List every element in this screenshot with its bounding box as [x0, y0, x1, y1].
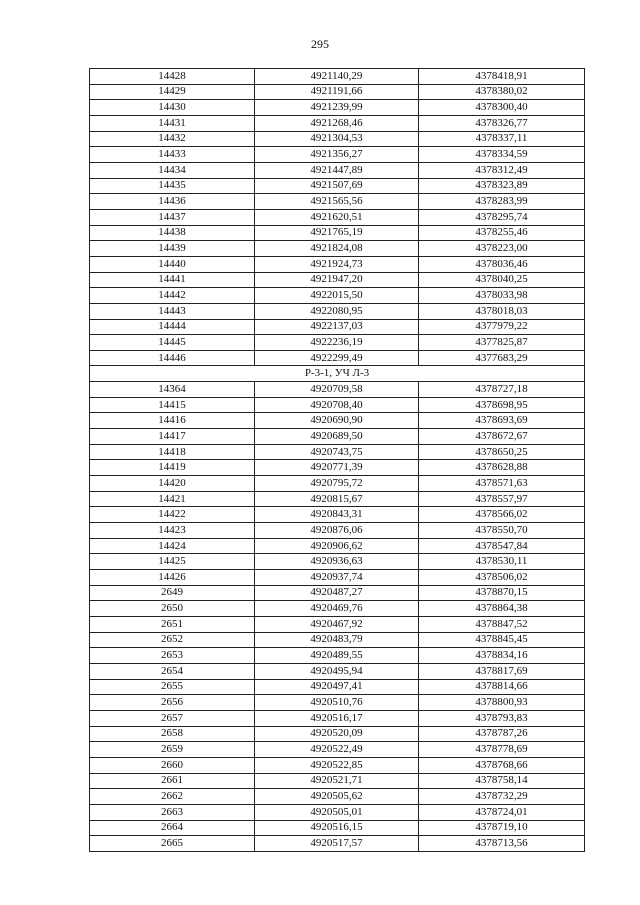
page-number: 295: [311, 37, 329, 51]
point-number-cell: 14429: [90, 84, 255, 100]
y-coordinate-cell: 4378732,29: [419, 789, 585, 805]
table-row: [90, 225, 585, 241]
y-coordinate-cell: 4378817,69: [419, 663, 585, 679]
table-row: [90, 194, 585, 210]
y-coordinate-cell: 4378566,02: [419, 507, 585, 523]
point-number-cell: 14431: [90, 115, 255, 131]
table-row: [90, 710, 585, 726]
y-coordinate-cell: 4377825,87: [419, 335, 585, 351]
table-row: [90, 663, 585, 679]
table-row: [90, 476, 585, 492]
point-number-cell: 2652: [90, 632, 255, 648]
y-coordinate-cell: 4378312,49: [419, 162, 585, 178]
y-coordinate-cell: 4378847,52: [419, 616, 585, 632]
x-coordinate-cell: 4920937,74: [255, 570, 419, 586]
x-coordinate-cell: 4922137,03: [255, 319, 419, 335]
y-coordinate-cell: 4378787,26: [419, 726, 585, 742]
x-coordinate-cell: 4920505,01: [255, 804, 419, 820]
x-coordinate-cell: 4920522,49: [255, 742, 419, 758]
point-number-cell: 2651: [90, 616, 255, 632]
table-row: [90, 84, 585, 100]
table-row: [90, 162, 585, 178]
x-coordinate-cell: 4920469,76: [255, 601, 419, 617]
table-row: [90, 178, 585, 194]
x-coordinate-cell: 4921947,20: [255, 272, 419, 288]
table-row: [90, 836, 585, 852]
x-coordinate-cell: 4920497,41: [255, 679, 419, 695]
x-coordinate-cell: 4920795,72: [255, 476, 419, 492]
y-coordinate-cell: 4378036,46: [419, 256, 585, 272]
section-title: Р-3-1, УЧ Л-3: [90, 366, 585, 382]
x-coordinate-cell: 4920517,57: [255, 836, 419, 852]
table-row: [90, 601, 585, 617]
x-coordinate-cell: 4921824,08: [255, 241, 419, 257]
table-row: [90, 491, 585, 507]
table-row: [90, 538, 585, 554]
x-coordinate-cell: 4920708,40: [255, 397, 419, 413]
y-coordinate-cell: 4377683,29: [419, 350, 585, 366]
x-coordinate-cell: 4921924,73: [255, 256, 419, 272]
y-coordinate-cell: 4378870,15: [419, 585, 585, 601]
point-number-cell: 14435: [90, 178, 255, 194]
x-coordinate-cell: 4920483,79: [255, 632, 419, 648]
x-coordinate-cell: 4920709,58: [255, 382, 419, 398]
point-number-cell: 2662: [90, 789, 255, 805]
table-row: [90, 523, 585, 539]
x-coordinate-cell: 4920487,27: [255, 585, 419, 601]
y-coordinate-cell: 4378571,63: [419, 476, 585, 492]
y-coordinate-cell: 4378834,16: [419, 648, 585, 664]
x-coordinate-cell: 4921268,46: [255, 115, 419, 131]
y-coordinate-cell: 4378758,14: [419, 773, 585, 789]
table-row: [90, 554, 585, 570]
point-number-cell: 14421: [90, 491, 255, 507]
y-coordinate-cell: 4378814,66: [419, 679, 585, 695]
point-number-cell: 14444: [90, 319, 255, 335]
x-coordinate-cell: 4920522,85: [255, 757, 419, 773]
point-number-cell: 14417: [90, 429, 255, 445]
point-number-cell: 2665: [90, 836, 255, 852]
x-coordinate-cell: 4921140,29: [255, 69, 419, 85]
y-coordinate-cell: 4378334,59: [419, 147, 585, 163]
x-coordinate-cell: 4920876,06: [255, 523, 419, 539]
point-number-cell: 2649: [90, 585, 255, 601]
table-row: [90, 272, 585, 288]
table-row: [90, 147, 585, 163]
table-row: [90, 115, 585, 131]
point-number-cell: 14436: [90, 194, 255, 210]
y-coordinate-cell: 4378845,45: [419, 632, 585, 648]
y-coordinate-cell: 4378557,97: [419, 491, 585, 507]
table-row: [90, 209, 585, 225]
table-row: [90, 303, 585, 319]
table-row: [90, 350, 585, 366]
y-coordinate-cell: 4378300,40: [419, 100, 585, 116]
x-coordinate-cell: 4920520,09: [255, 726, 419, 742]
y-coordinate-cell: 4378778,69: [419, 742, 585, 758]
x-coordinate-cell: 4920467,92: [255, 616, 419, 632]
coordinates-table: [89, 68, 585, 852]
table-row: [90, 820, 585, 836]
y-coordinate-cell: 4378672,67: [419, 429, 585, 445]
table-row: [90, 335, 585, 351]
table-row: [90, 429, 585, 445]
table-row: [90, 789, 585, 805]
point-number-cell: 14446: [90, 350, 255, 366]
point-number-cell: 2658: [90, 726, 255, 742]
table-row: [90, 241, 585, 257]
point-number-cell: 2660: [90, 757, 255, 773]
point-number-cell: 14415: [90, 397, 255, 413]
table-row: [90, 632, 585, 648]
point-number-cell: 14418: [90, 444, 255, 460]
x-coordinate-cell: 4921304,53: [255, 131, 419, 147]
point-number-cell: 2657: [90, 710, 255, 726]
point-number-cell: 2654: [90, 663, 255, 679]
x-coordinate-cell: 4922015,50: [255, 288, 419, 304]
point-number-cell: 2650: [90, 601, 255, 617]
x-coordinate-cell: 4920510,76: [255, 695, 419, 711]
table-row: [90, 742, 585, 758]
table-row: [90, 616, 585, 632]
y-coordinate-cell: 4378724,01: [419, 804, 585, 820]
x-coordinate-cell: 4920495,94: [255, 663, 419, 679]
table-row: [90, 131, 585, 147]
x-coordinate-cell: 4921507,69: [255, 178, 419, 194]
y-coordinate-cell: 4378323,89: [419, 178, 585, 194]
table-row: [90, 773, 585, 789]
x-coordinate-cell: 4920516,17: [255, 710, 419, 726]
x-coordinate-cell: 4920906,62: [255, 538, 419, 554]
y-coordinate-cell: 4378255,46: [419, 225, 585, 241]
table-row: [90, 757, 585, 773]
x-coordinate-cell: 4920505,62: [255, 789, 419, 805]
point-number-cell: 2663: [90, 804, 255, 820]
x-coordinate-cell: 4921565,56: [255, 194, 419, 210]
point-number-cell: 14426: [90, 570, 255, 586]
point-number-cell: 14443: [90, 303, 255, 319]
x-coordinate-cell: 4920815,67: [255, 491, 419, 507]
y-coordinate-cell: 4378506,02: [419, 570, 585, 586]
y-coordinate-cell: 4378380,02: [419, 84, 585, 100]
x-coordinate-cell: 4921239,99: [255, 100, 419, 116]
point-number-cell: 14439: [90, 241, 255, 257]
table-row: [90, 507, 585, 523]
y-coordinate-cell: 4378223,00: [419, 241, 585, 257]
point-number-cell: 14433: [90, 147, 255, 163]
x-coordinate-cell: 4920743,75: [255, 444, 419, 460]
point-number-cell: 14422: [90, 507, 255, 523]
table-row: [90, 319, 585, 335]
x-coordinate-cell: 4920771,39: [255, 460, 419, 476]
table-row: [90, 397, 585, 413]
point-number-cell: 2659: [90, 742, 255, 758]
y-coordinate-cell: 4378530,11: [419, 554, 585, 570]
y-coordinate-cell: 4378033,98: [419, 288, 585, 304]
point-number-cell: 14416: [90, 413, 255, 429]
x-coordinate-cell: 4920843,31: [255, 507, 419, 523]
x-coordinate-cell: 4920521,71: [255, 773, 419, 789]
table-row: [90, 460, 585, 476]
y-coordinate-cell: 4378793,83: [419, 710, 585, 726]
y-coordinate-cell: 4378018,03: [419, 303, 585, 319]
y-coordinate-cell: 4378727,18: [419, 382, 585, 398]
y-coordinate-cell: 4378768,66: [419, 757, 585, 773]
x-coordinate-cell: 4920936,63: [255, 554, 419, 570]
y-coordinate-cell: 4378693,69: [419, 413, 585, 429]
point-number-cell: 2656: [90, 695, 255, 711]
point-number-cell: 14364: [90, 382, 255, 398]
point-number-cell: 14419: [90, 460, 255, 476]
x-coordinate-cell: 4921765,19: [255, 225, 419, 241]
point-number-cell: 14432: [90, 131, 255, 147]
x-coordinate-cell: 4921620,51: [255, 209, 419, 225]
point-number-cell: 14442: [90, 288, 255, 304]
y-coordinate-cell: 4378295,74: [419, 209, 585, 225]
x-coordinate-cell: 4922080,95: [255, 303, 419, 319]
table-row: [90, 100, 585, 116]
y-coordinate-cell: 4378713,56: [419, 836, 585, 852]
x-coordinate-cell: 4921191,66: [255, 84, 419, 100]
point-number-cell: 14425: [90, 554, 255, 570]
x-coordinate-cell: 4921447,89: [255, 162, 419, 178]
x-coordinate-cell: 4922236,19: [255, 335, 419, 351]
table-row: [90, 695, 585, 711]
table-row: [90, 570, 585, 586]
point-number-cell: 14438: [90, 225, 255, 241]
table-row: [90, 648, 585, 664]
point-number-cell: 2664: [90, 820, 255, 836]
table-row: [90, 256, 585, 272]
y-coordinate-cell: 4378337,11: [419, 131, 585, 147]
table-row: [90, 444, 585, 460]
point-number-cell: 14441: [90, 272, 255, 288]
table-row: [90, 288, 585, 304]
y-coordinate-cell: 4378864,38: [419, 601, 585, 617]
table-row: [90, 585, 585, 601]
point-number-cell: 14430: [90, 100, 255, 116]
y-coordinate-cell: 4378550,70: [419, 523, 585, 539]
x-coordinate-cell: 4920516,15: [255, 820, 419, 836]
point-number-cell: 2653: [90, 648, 255, 664]
table-row: [90, 382, 585, 398]
point-number-cell: 14420: [90, 476, 255, 492]
point-number-cell: 14423: [90, 523, 255, 539]
table-row: [90, 413, 585, 429]
point-number-cell: 14440: [90, 256, 255, 272]
point-number-cell: 14445: [90, 335, 255, 351]
table-row: [90, 804, 585, 820]
y-coordinate-cell: 4378040,25: [419, 272, 585, 288]
point-number-cell: 14424: [90, 538, 255, 554]
y-coordinate-cell: 4378800,93: [419, 695, 585, 711]
point-number-cell: 2655: [90, 679, 255, 695]
y-coordinate-cell: 4378326,77: [419, 115, 585, 131]
x-coordinate-cell: 4920689,50: [255, 429, 419, 445]
point-number-cell: 14428: [90, 69, 255, 85]
point-number-cell: 14437: [90, 209, 255, 225]
x-coordinate-cell: 4920489,55: [255, 648, 419, 664]
y-coordinate-cell: 4378719,10: [419, 820, 585, 836]
y-coordinate-cell: 4378418,91: [419, 69, 585, 85]
x-coordinate-cell: 4921356,27: [255, 147, 419, 163]
table-row: [90, 726, 585, 742]
table-row: [90, 679, 585, 695]
y-coordinate-cell: 4377979,22: [419, 319, 585, 335]
y-coordinate-cell: 4378547,84: [419, 538, 585, 554]
y-coordinate-cell: 4378650,25: [419, 444, 585, 460]
table-row: [90, 69, 585, 85]
point-number-cell: 2661: [90, 773, 255, 789]
section-header-row: [90, 366, 585, 382]
y-coordinate-cell: 4378283,99: [419, 194, 585, 210]
x-coordinate-cell: 4922299,49: [255, 350, 419, 366]
point-number-cell: 14434: [90, 162, 255, 178]
y-coordinate-cell: 4378698,95: [419, 397, 585, 413]
y-coordinate-cell: 4378628,88: [419, 460, 585, 476]
x-coordinate-cell: 4920690,90: [255, 413, 419, 429]
